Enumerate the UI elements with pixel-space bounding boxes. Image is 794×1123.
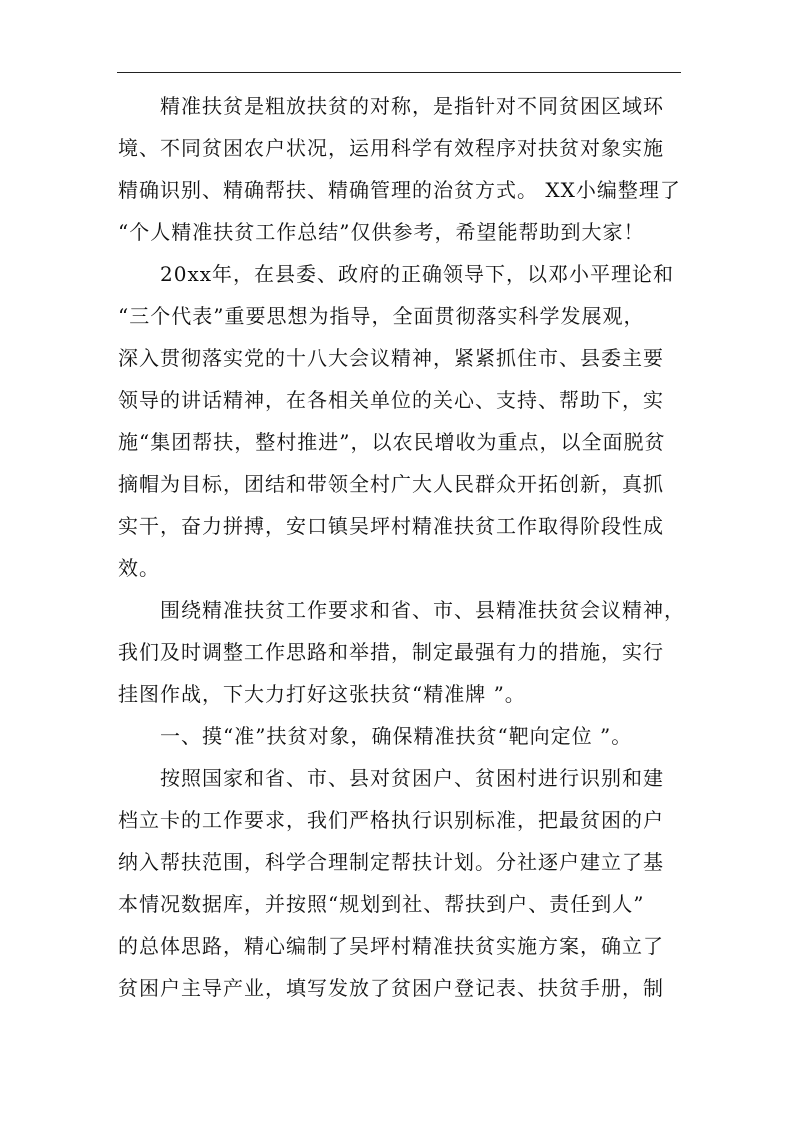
paragraph-line: 效。 — [118, 556, 160, 580]
paragraph-line: 深入贯彻落实党的十八大会议精神，紧紧抓住市、县委主要 — [118, 346, 664, 370]
paragraph-line: 精确识别、精确帮扶、精确管理的治贫方式。 XX小编整理了 — [118, 178, 681, 202]
paragraph-line: 领导的讲话精神，在各相关单位的关心、支持、帮助下，实 — [118, 388, 664, 412]
paragraph-line: 纳入帮扶范围，科学合理制定帮扶计划。分社逐户建立了基 — [118, 850, 664, 874]
paragraph-line: “三个代表”重要思想为指导，全面贯彻落实科学发展观， — [118, 304, 645, 328]
paragraph-line: 围绕精准扶贫工作要求和省、市、县精准扶贫会议精神， — [160, 598, 685, 622]
section-heading: 一、摸“准”扶贫对象，确保精准扶贫“靶向定位 ”。 — [160, 724, 633, 748]
paragraph-line: 精准扶贫是粗放扶贫的对称，是指针对不同贫困区域环 — [160, 94, 664, 118]
paragraph-line: 挂图作战，下大力打好这张扶贫“精准牌 ”。 — [118, 682, 526, 706]
paragraph-line: 摘帽为目标，团结和带领全村广大人民群众开拓创新，真抓 — [118, 472, 664, 496]
paragraph-line: 我们及时调整工作思路和举措，制定最强有力的措施，实行 — [118, 640, 664, 664]
paragraph-line: 的总体思路，精心编制了吴坪村精准扶贫实施方案，确立了 — [118, 934, 664, 958]
paragraph-line: 境、不同贫困农户状况，运用科学有效程序对扶贫对象实施 — [118, 136, 664, 160]
paragraph-line: 档立卡的工作要求，我们严格执行识别标准，把最贫困的户 — [118, 808, 664, 832]
paragraph-line: 按照国家和省、市、县对贫困户、贫困村进行识别和建 — [160, 766, 664, 790]
paragraph-line: “个人精准扶贫工作总结”仅供参考，希望能帮助到大家！ — [118, 220, 645, 244]
paragraph-line: 贫困户主导产业，填写发放了贫困户登记表、扶贫手册，制 — [118, 976, 664, 1000]
header-rule — [117, 72, 681, 73]
paragraph-line: 本情况数据库，并按照“规划到社、帮扶到户、责任到人” — [118, 892, 645, 916]
paragraph-line: 20xx年，在县委、政府的正确领导下，以邓小平理论和 — [160, 262, 675, 286]
paragraph-line: 施“集团帮扶，整村推进”，以农民增收为重点，以全面脱贫 — [118, 430, 666, 454]
paragraph-line: 实干，奋力拼搏，安口镇吴坪村精准扶贫工作取得阶段性成 — [118, 514, 664, 538]
